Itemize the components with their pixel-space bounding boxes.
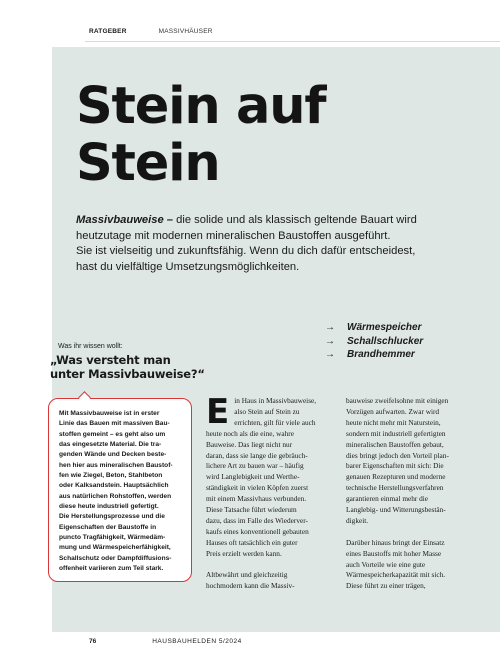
callout-line: mung und Wärmespeicherfähigkeit, [59, 544, 171, 552]
body-line: Diese führt zu einer trägen, [346, 581, 426, 591]
body-line: garantieren einmal mehr die [346, 494, 429, 504]
callout-line: Linie das Bauen mit massiven Bau- [59, 420, 170, 428]
answer-callout-box [48, 398, 192, 582]
magazine-issue: HAUSBAUHELDEN 5/2024 [152, 638, 242, 645]
body-line: mineralischen Baustoffen gebaut, [346, 439, 444, 449]
feature-item [325, 335, 423, 349]
body-paragraph [206, 392, 334, 560]
body-line: Langlebig- und Witterungsbestän- [346, 505, 446, 515]
body-line: Darüber hinaus bringt der Einsatz [346, 537, 445, 547]
callout-line: stoffen gemeint – es geht also um [59, 430, 166, 438]
body-line: eines Baustoffs mit hoher Masse [346, 548, 442, 558]
body-line: heute nicht mehr mit Naturstein, [346, 417, 441, 427]
feature-label: Schallschlucker [347, 335, 424, 347]
callout-line: oder Kalksandstein. Hauptsächlich [59, 482, 169, 490]
feature-label: Wärmespeicher [347, 322, 422, 334]
callout-line: hen hier aus mineralischen Baustof- [59, 461, 173, 469]
callout-line: genden Wände und Decken beste- [59, 451, 167, 459]
body-column-right [346, 396, 478, 603]
body-line: hochmodern kann die Massiv- [206, 581, 295, 591]
body-line: Altbewährt und gleichzeitig [206, 570, 288, 580]
body-paragraph [206, 570, 334, 592]
feature-label: Brandhemmer [347, 349, 415, 361]
callout-line: puncto Tragfähigkeit, Wärmedäm- [59, 534, 166, 542]
body-line: lichere Art zu bauen war – häufig [206, 461, 304, 471]
title-line: Stein [76, 134, 220, 193]
body-line: bauweise zweifelsohne mit einigen [346, 396, 449, 405]
header-divider [85, 41, 500, 42]
question-heading-line: „Was versteht man [50, 353, 171, 367]
callout-line: fen wie Ziegel, Beton, Stahlbeton [59, 472, 163, 480]
body-paragraph [346, 538, 478, 593]
lead-text: heutzutage mit modernen mineralischen Baustoffen ausgeführt. [76, 229, 391, 242]
body-line: heute noch als die eine, wahre [206, 428, 294, 438]
question-heading [50, 353, 210, 381]
body-line: auch Vorteile wie eine gute [346, 559, 426, 569]
arrow-right-icon: → [325, 335, 335, 347]
question-heading-line: unter Massivbauweise?“ [50, 367, 205, 381]
lead-text: Sie ist vielseitig und zukunftsfähig. Wenn du dich dafür entscheidest, [76, 245, 416, 257]
title-line: Stein auf [76, 77, 326, 136]
page-footer [89, 638, 242, 645]
callout-line: Eigenschaften der Baustoffe in [59, 523, 157, 531]
body-line: digkeit. [346, 515, 369, 525]
callout-line: diese heute industriell gefertigt. [59, 503, 159, 511]
body-line: mit einem Massivhaus verbunden. [206, 494, 307, 504]
body-line: also Stein auf Stein zu [234, 406, 300, 416]
article-title [76, 78, 456, 192]
lead-text: die solide und als klassisch geltende Bauart wird [173, 214, 417, 226]
body-line: errichten, gilt für viele auch [234, 417, 316, 427]
body-column-middle [206, 392, 334, 603]
callout-line: das eingesetzte Material. Die tra- [59, 441, 162, 449]
callout-line: offenheit variieren zum Teil stark. [59, 565, 164, 573]
page-number: 76 [89, 638, 97, 645]
feature-item [325, 348, 423, 362]
dropcap-letter: E [206, 392, 230, 432]
lead-text: hast du vielfältige Umsetzungsmöglichkeiten. [76, 260, 300, 273]
callout-line: aus natürlichen Rohstoffen, werden [59, 492, 172, 500]
body-line: genauen Rezepturen und moderne [346, 472, 446, 482]
arrow-right-icon: → [325, 322, 335, 334]
body-line: wird Langlebigkeit und Werthe- [206, 472, 300, 482]
body-line: in Haus in Massivbauweise, [234, 396, 317, 405]
body-line: Hauses oft tatsächlich ein guter [206, 537, 298, 547]
body-line: daran, dass sie lange die gebräuch- [206, 450, 308, 460]
body-line: technische Herstellungsverfahren [346, 483, 444, 493]
body-line: ständigkeit in vielen Köpfen zuerst [206, 483, 309, 493]
topic-label: MASSIVHÄUSER [158, 28, 213, 35]
feature-list [325, 321, 423, 362]
rubric-label: RATGEBER [89, 28, 127, 35]
callout-line: Schallschutz oder Dampfdiffusions- [59, 554, 172, 562]
body-line: Vorzügen aufwarten. Zwar wird [346, 406, 440, 416]
feature-item [325, 321, 423, 335]
question-label: Was ihr wissen wollt: [58, 343, 123, 350]
body-line: dies bringt jedoch den Vorteil plan- [346, 450, 449, 460]
article-lead [76, 213, 476, 275]
body-line: Wärmespeicherkapazität mit sich. [346, 570, 446, 580]
body-line: dazu, dass im Falle des Wiederver- [206, 515, 308, 525]
arrow-right-icon: → [325, 349, 335, 361]
body-line: Bauweise. Das liegt nicht nur [206, 439, 293, 449]
callout-line: Mit Massivbauweise ist in erster [59, 410, 160, 417]
running-header [89, 28, 213, 40]
body-line: barer Eigenschaften mit sich: Die [346, 461, 444, 471]
lead-emphasis: Massivbauweise – [76, 214, 174, 226]
callout-line: Die Herstellungsprozesse und die [59, 513, 165, 521]
body-line: Diese Tatsache führt wiederum [206, 505, 297, 515]
body-line: Preis erzielt werden kann. [206, 548, 282, 558]
body-line: sondern mit industriell gefertigten [346, 428, 446, 438]
body-paragraph [346, 396, 478, 527]
body-line: kaufs eines konventionell gebauten [206, 526, 309, 536]
